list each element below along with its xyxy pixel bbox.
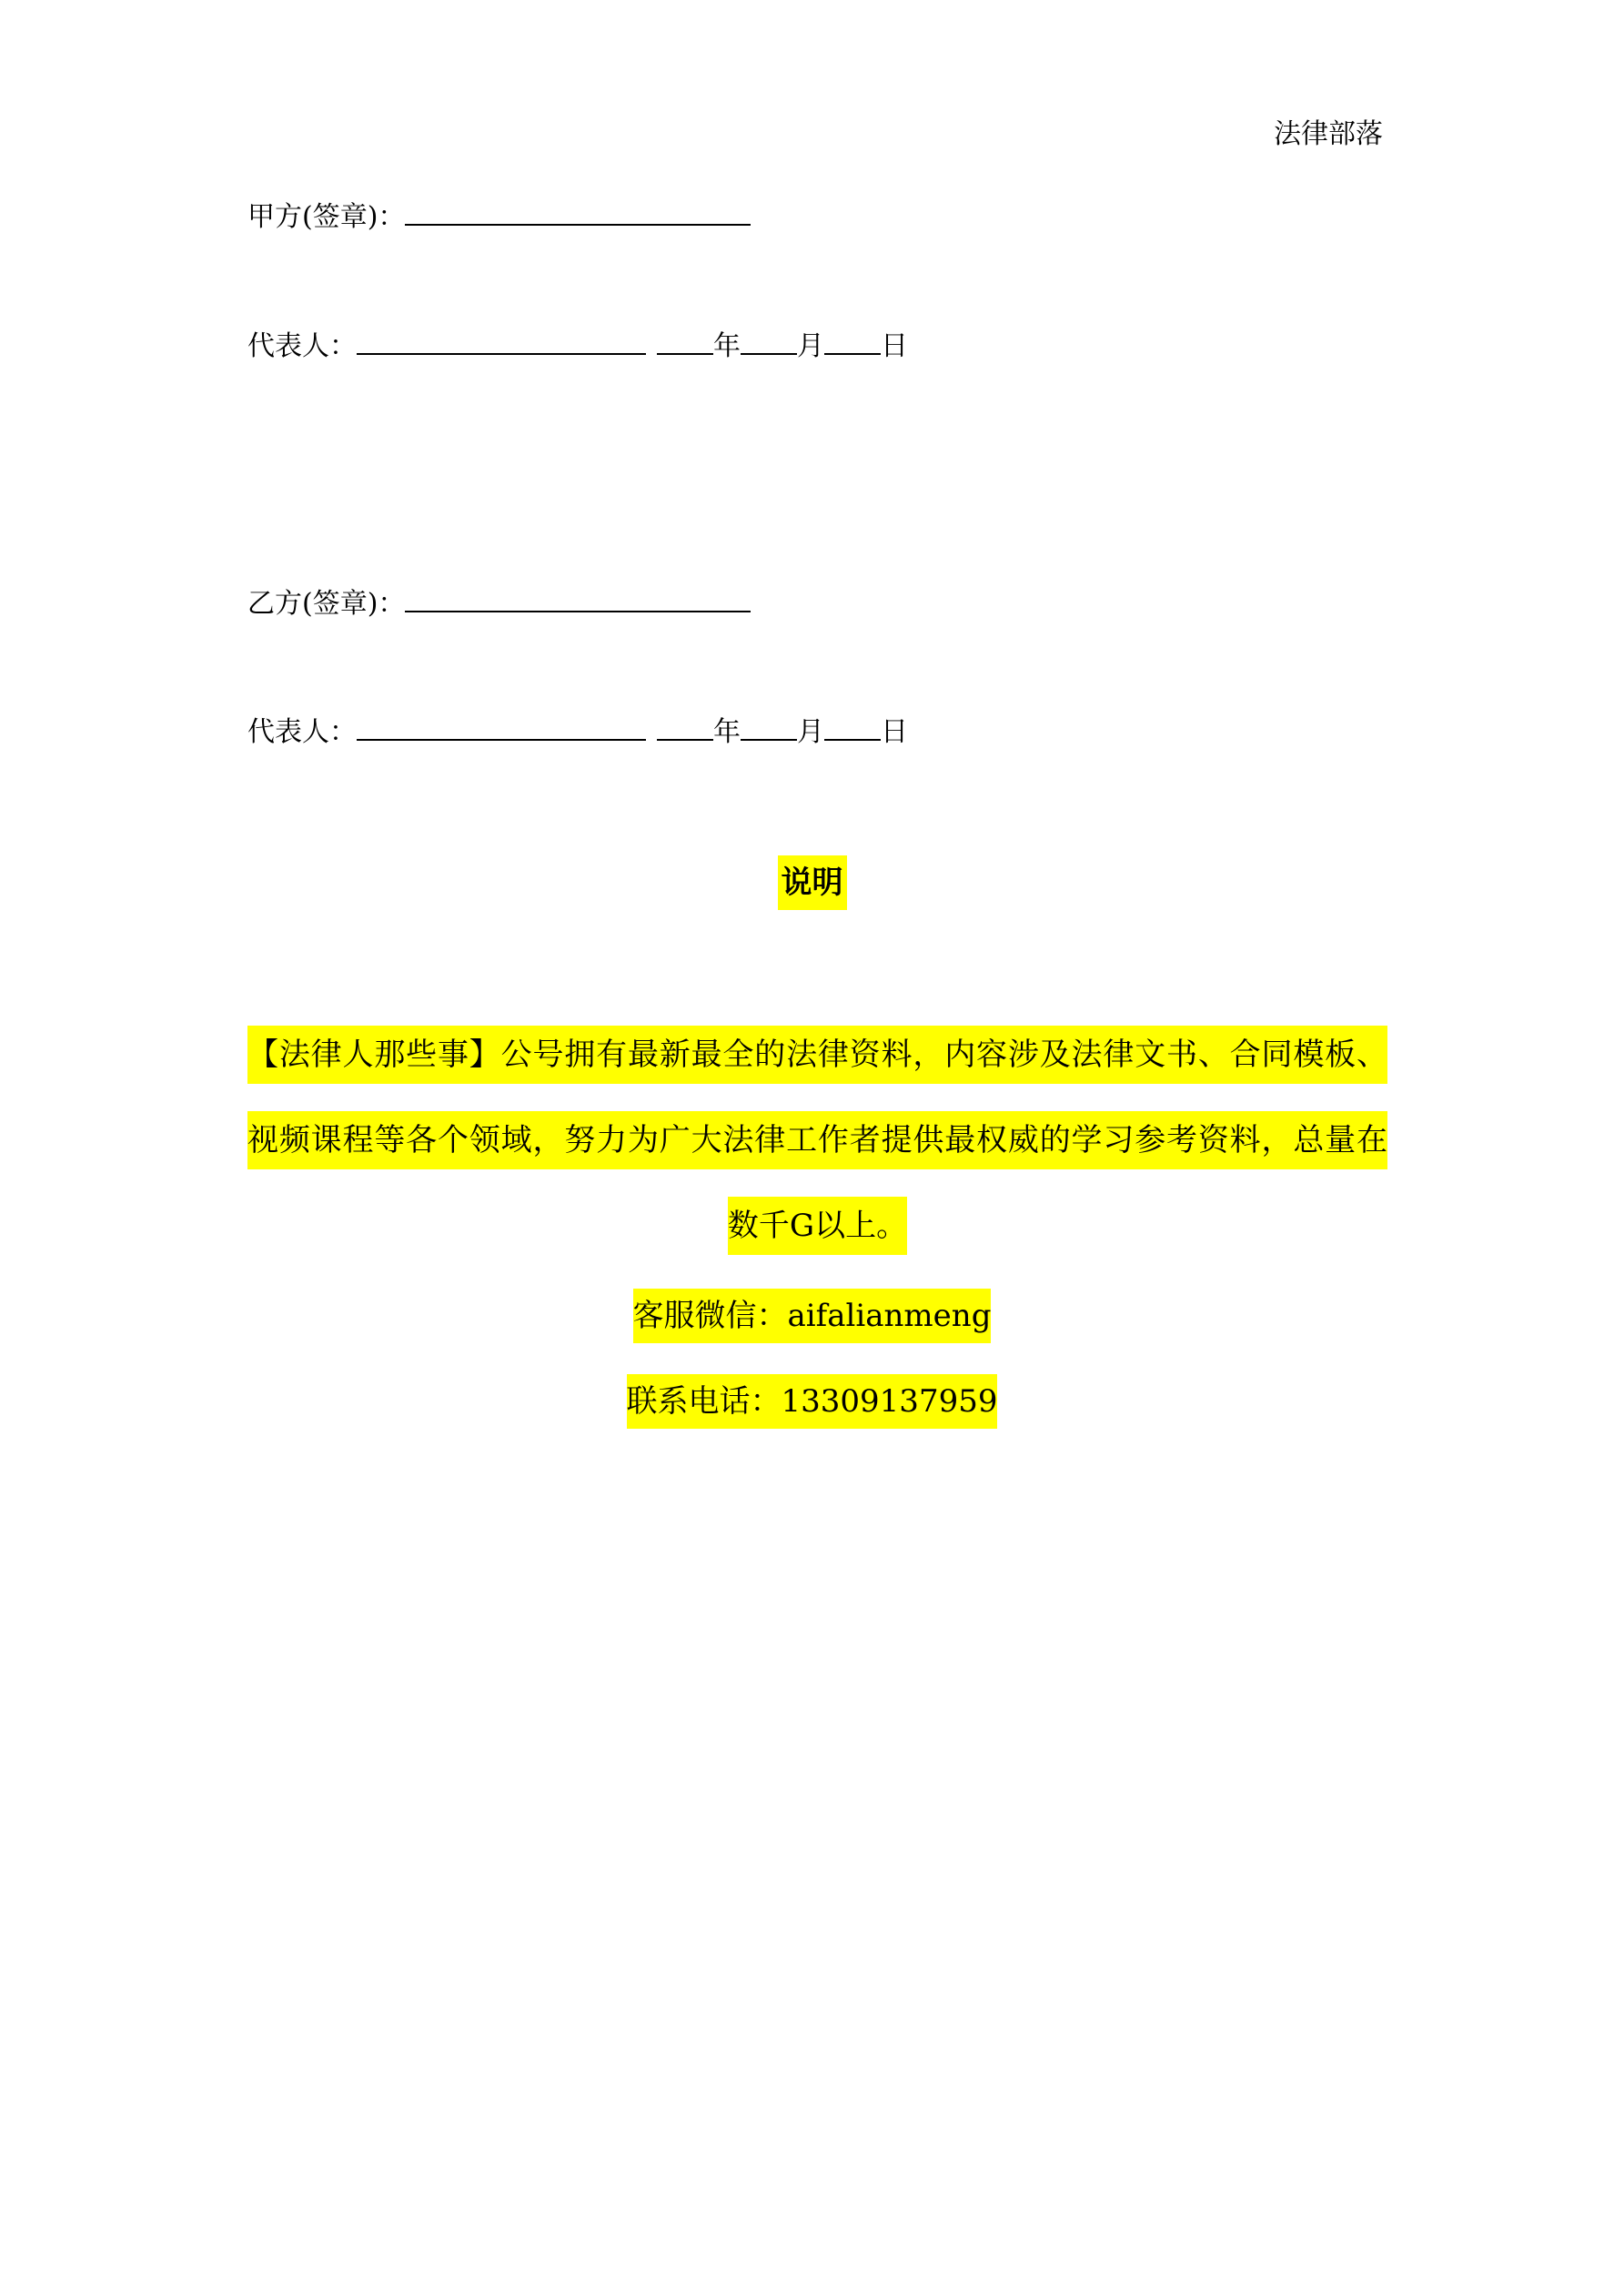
header-brand: 法律部落 (1274, 118, 1383, 150)
notice-body-text: 【法律人那些事】公号拥有最新最全的法律资料，内容涉及法律文书、合同模板、视频课程等各个领域，努力为广大法律工作者提供最权威的学习参考资料，总量在数千G以上。 (247, 1026, 1387, 1255)
party-b-year-blank (657, 713, 713, 741)
party-b-month-label: 月 (797, 716, 824, 748)
party-a-year-blank (657, 328, 713, 355)
party-a-sign-label: 甲方(签章)： (247, 201, 406, 233)
party-a-month-blank (741, 328, 797, 355)
party-a-month-label: 月 (797, 330, 824, 362)
party-a-rep-row (247, 328, 908, 365)
party-a-sign-blank (405, 198, 751, 226)
notice-title (0, 860, 1624, 905)
party-b-rep-label: 代表人： (247, 716, 357, 748)
notice-title-text: 说明 (778, 855, 847, 910)
party-a-sign-row (247, 198, 751, 236)
party-b-sign-label: 乙方(签章)： (247, 588, 406, 620)
notice-body (247, 1012, 1387, 1269)
party-b-day-blank (824, 713, 881, 741)
party-b-sign-row (247, 585, 751, 622)
party-a-day-blank (824, 328, 881, 355)
party-a-rep-blank (357, 328, 646, 355)
party-a-day-label: 日 (881, 330, 908, 362)
party-b-month-blank (741, 713, 797, 741)
phone-contact (0, 1379, 1624, 1424)
party-a-year-label: 年 (713, 330, 741, 362)
phone-contact-text: 联系电话：13309137959 (627, 1374, 998, 1429)
wechat-contact (0, 1293, 1624, 1339)
party-b-rep-row (247, 713, 908, 751)
party-b-sign-blank (405, 585, 751, 612)
party-b-year-label: 年 (713, 716, 741, 748)
party-b-rep-blank (357, 713, 646, 741)
party-b-day-label: 日 (881, 716, 908, 748)
wechat-contact-text: 客服微信：aifalianmeng (633, 1289, 992, 1343)
party-a-rep-label: 代表人： (247, 330, 357, 362)
